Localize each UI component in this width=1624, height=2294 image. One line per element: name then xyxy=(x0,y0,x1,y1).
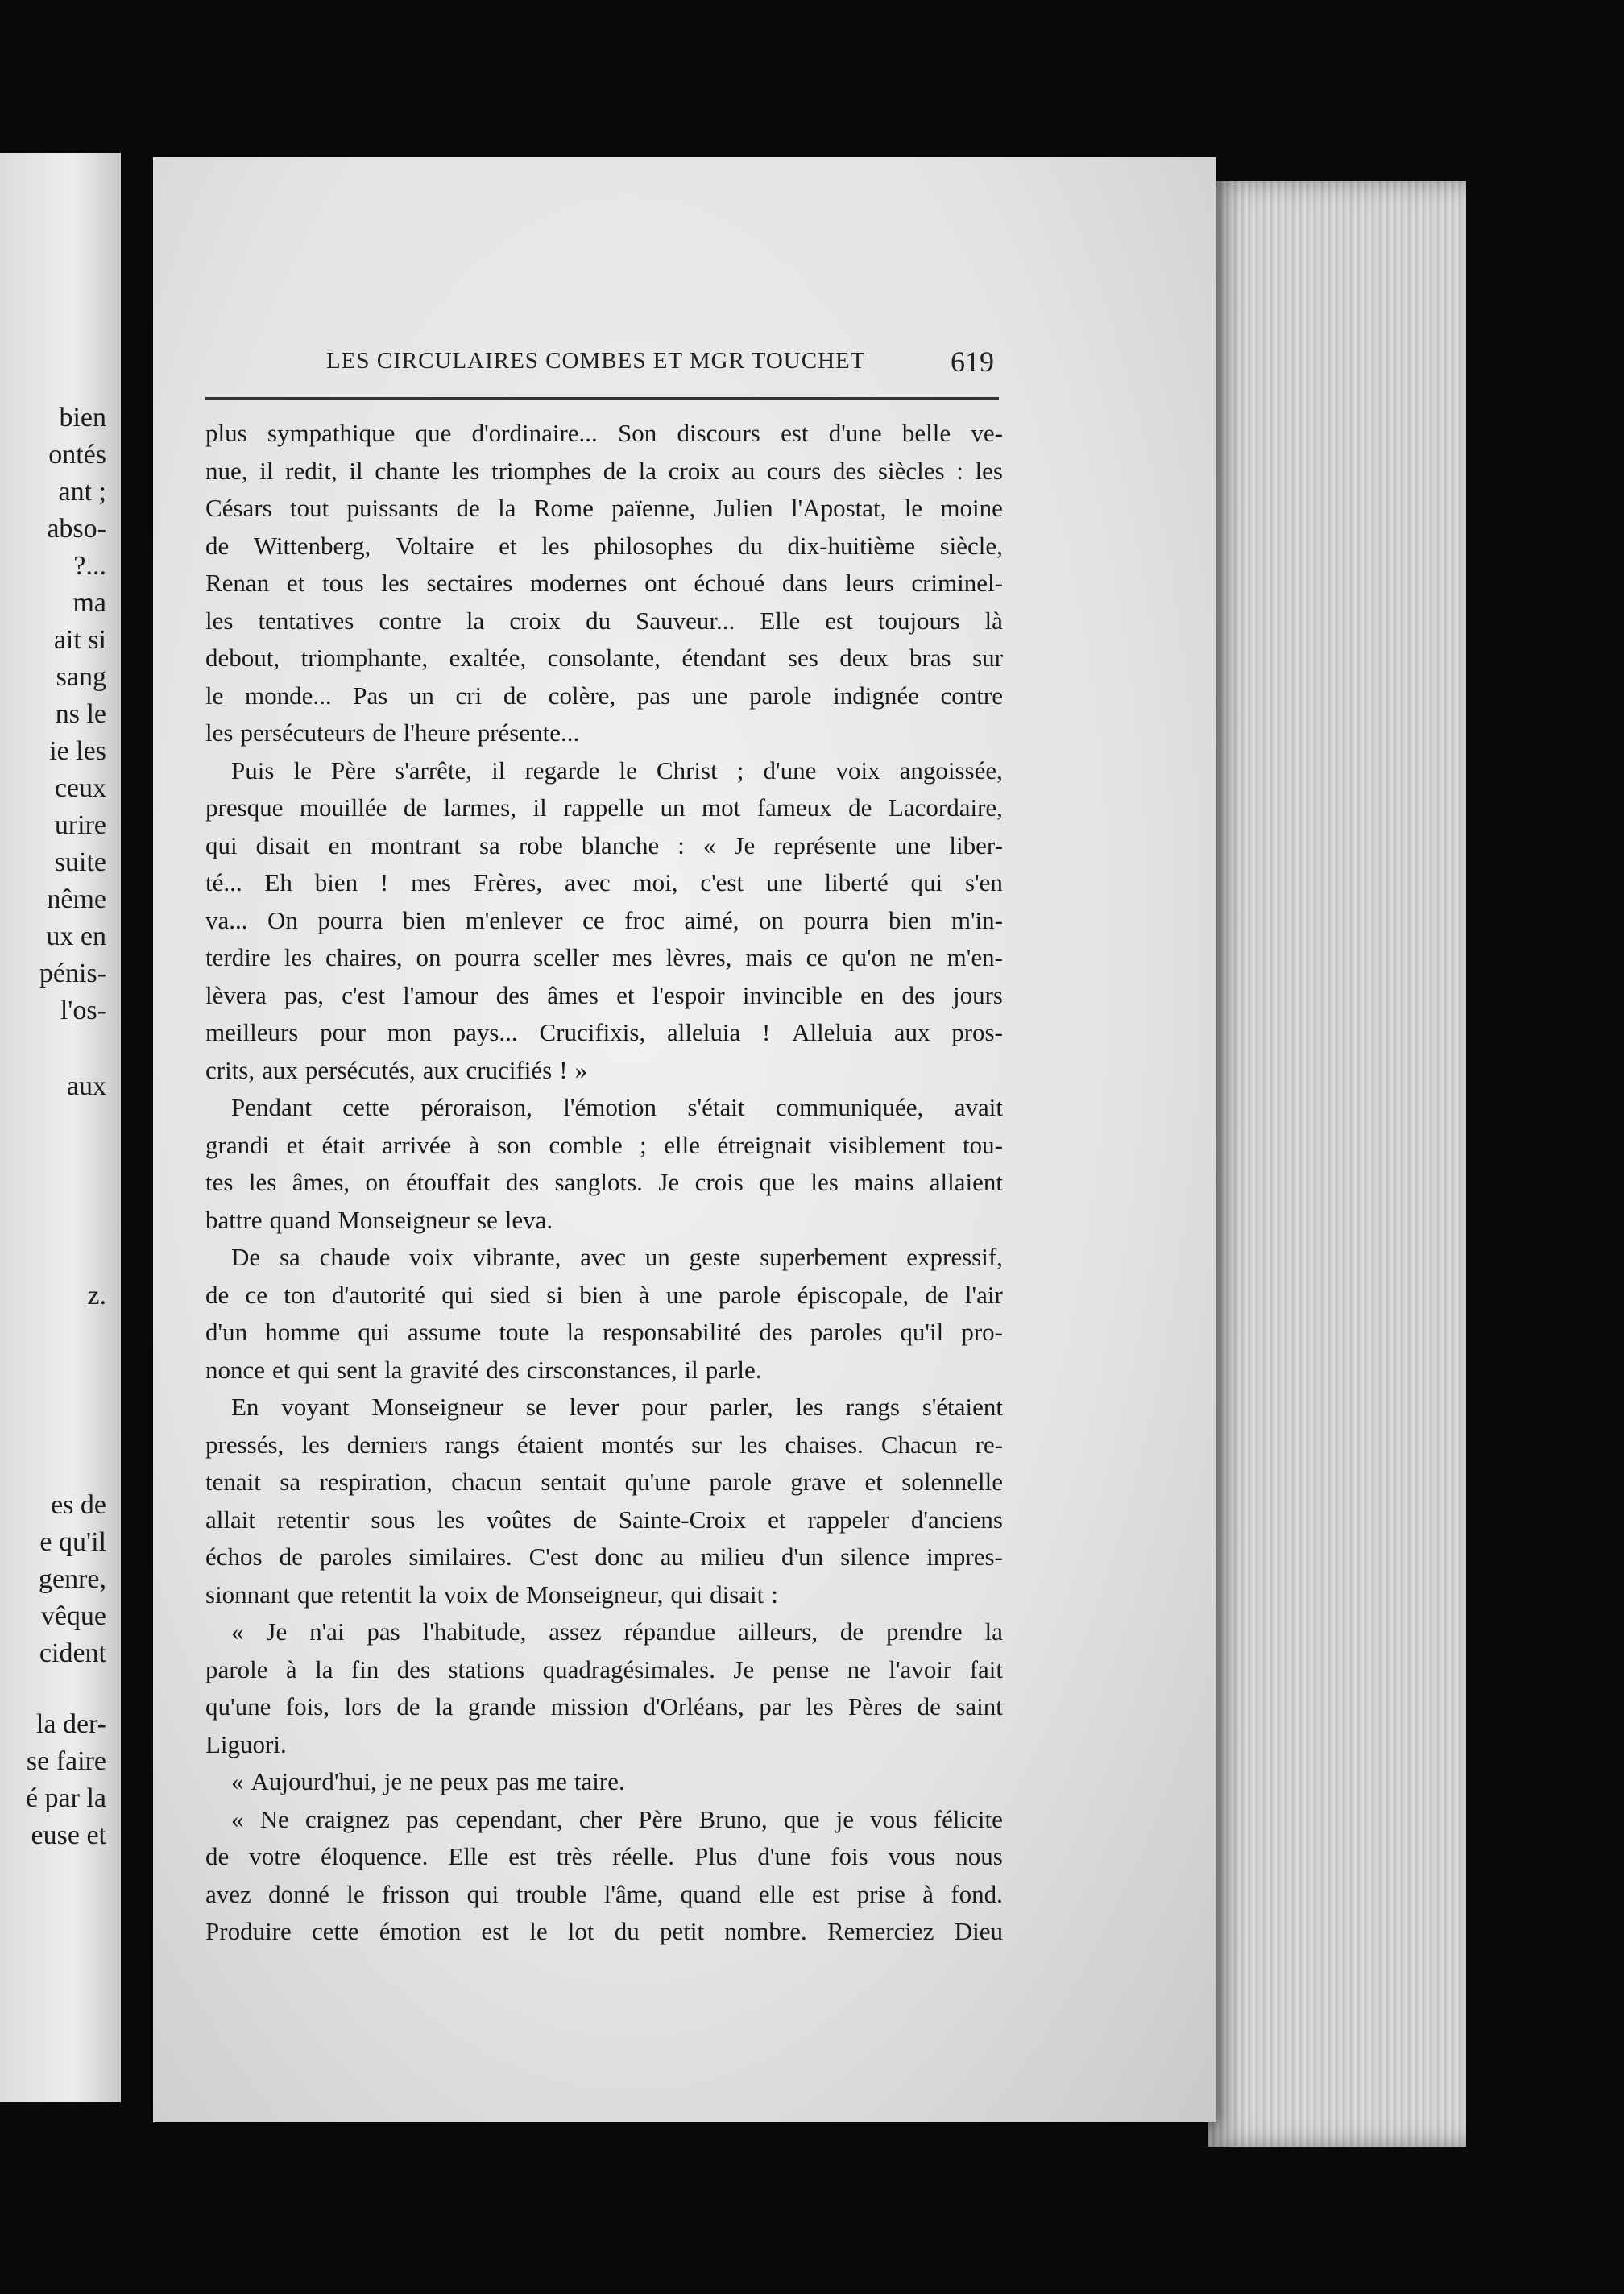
left-page-line: abso- xyxy=(47,514,106,544)
left-page-line: pénis- xyxy=(39,959,106,988)
text-line: De sa chaude voix vibrante, avec un geste superbement expressif, xyxy=(231,1243,1003,1271)
header-rule xyxy=(205,397,999,400)
text-line: tes les âmes, on étouffait des sanglots. Je crois que les mains allaient xyxy=(205,1168,1003,1196)
left-page-line: urire xyxy=(54,810,106,840)
text-line: Produire cette émotion est le lot du petit nombre. Remerciez Dieu xyxy=(205,1917,1003,1945)
text-line: terdire les chaires, on pourra sceller mes lèvres, mais ce qu'on ne m'en- xyxy=(205,943,1003,971)
left-page-line: se faire xyxy=(26,1746,106,1776)
left-page-line: é par la xyxy=(25,1783,106,1813)
left-page-line: e qu'il xyxy=(39,1527,106,1557)
text-line: sionnant que retentit la voix de Monseigneur, qui disait : xyxy=(205,1580,778,1609)
text-line: plus sympathique que d'ordinaire... Son discours est d'une belle ve- xyxy=(205,419,1003,447)
left-page-line: es de xyxy=(51,1490,106,1520)
text-line: va... On pourra bien m'enlever ce froc aimé, on pourra bien m'in- xyxy=(205,905,1003,934)
book-page-edges xyxy=(1208,181,1466,2147)
text-line: pressés, les derniers rangs étaient montés sur les chaises. Chacun re- xyxy=(205,1430,1003,1459)
text-line: qui disait en montrant sa robe blanche : « Je représente une liber- xyxy=(205,830,1003,859)
left-page-line: ie les xyxy=(49,736,106,766)
text-line: parole à la fin des stations quadragésimales. Je pense ne l'avoir fait xyxy=(205,1654,1003,1683)
previous-page xyxy=(0,153,121,2102)
text-line: Renan et tous les sectaires modernes ont échoué dans leurs criminel- xyxy=(205,569,1003,597)
text-line: le monde... Pas un cri de colère, pas une parole indignée contre xyxy=(205,681,1003,710)
text-line: lèvera pas, c'est l'amour des âmes et l'espoir invincible en des jours xyxy=(205,980,1003,1009)
left-page-line: suite xyxy=(54,847,106,877)
text-line: battre quand Monseigneur se leva. xyxy=(205,1205,553,1234)
left-page-line: ux en xyxy=(46,921,106,951)
left-page-line: ait si xyxy=(53,625,106,655)
left-page-line: sang xyxy=(56,662,106,692)
text-line: de Wittenberg, Voltaire et les philosophes du dix-huitième siècle, xyxy=(205,531,1003,560)
text-line: « Ne craignez pas cependant, cher Père Bruno, que je vous félicite xyxy=(231,1804,1003,1833)
text-line: Césars tout puissants de la Rome païenne, Julien l'Apostat, le moine xyxy=(205,494,1003,522)
left-page-line: ma xyxy=(72,588,106,618)
left-page-line: ns le xyxy=(55,699,106,729)
left-page-line: z. xyxy=(87,1281,106,1311)
text-line: En voyant Monseigneur se lever pour parler, les rangs s'étaient xyxy=(231,1393,1003,1421)
left-page-line: ant ; xyxy=(58,477,106,507)
text-line: Pendant cette péroraison, l'émotion s'était communiquée, avait xyxy=(231,1093,1003,1121)
left-page-line: ?... xyxy=(73,551,106,581)
text-line: nonce et qui sent la gravité des cirsconstances, il parle. xyxy=(205,1355,762,1384)
text-line: allait retentir sous les voûtes de Sainte-Croix et rappeler d'anciens xyxy=(205,1505,1003,1534)
text-line: crits, aux persécutés, aux crucifiés ! » xyxy=(205,1055,588,1084)
text-line: té... Eh bien ! mes Frères, avec moi, c'est une liberté qui s'en xyxy=(205,868,1003,896)
left-page-line: l'os- xyxy=(60,996,106,1025)
left-page-line: nême xyxy=(47,884,106,914)
left-page-line: bien xyxy=(59,403,106,433)
page-number: 619 xyxy=(951,346,994,378)
text-line: debout, triomphante, exaltée, consolante, étendant ses deux bras sur xyxy=(205,644,1003,672)
running-title: LES CIRCULAIRES COMBES ET MGR TOUCHET xyxy=(326,348,866,374)
left-page-line: aux xyxy=(66,1071,106,1101)
left-page-line: vêque xyxy=(40,1601,106,1631)
page-body xyxy=(205,415,1003,1951)
text-line: meilleurs pour mon pays... Crucifixis, alleluia ! Alleluia aux pros- xyxy=(205,1018,1003,1046)
text-line: « Je n'ai pas l'habitude, assez répandue ailleurs, de prendre la xyxy=(231,1617,1003,1646)
text-line: qu'une fois, lors de la grande mission d'Orléans, par les Pères de saint xyxy=(205,1692,1003,1720)
text-line: avez donné le frisson qui trouble l'âme, quand elle est prise à fond. xyxy=(205,1879,1003,1908)
text-line: les tentatives contre la croix du Sauveur... Elle est toujours là xyxy=(205,606,1003,635)
left-page-line: genre, xyxy=(38,1564,106,1594)
text-line: échos de paroles similaires. C'est donc au milieu d'un silence impres- xyxy=(205,1542,1003,1571)
left-page-line: cident xyxy=(39,1638,106,1668)
left-page-line: euse et xyxy=(31,1820,106,1850)
left-page-line: ontés xyxy=(48,440,106,470)
text-line: « Aujourd'hui, je ne peux pas me taire. xyxy=(231,1767,625,1795)
text-line: de votre éloquence. Elle est très réelle. Plus d'une fois vous nous xyxy=(205,1842,1003,1870)
text-line: tenait sa respiration, chacun sentait qu'une parole grave et solennelle xyxy=(205,1468,1003,1496)
text-line: Liguori. xyxy=(205,1729,287,1758)
text-line: de ce ton d'autorité qui sied si bien à une parole épiscopale, de l'air xyxy=(205,1280,1003,1309)
text-line: les persécuteurs de l'heure présente... xyxy=(205,718,580,747)
text-line: d'un homme qui assume toute la responsabilité des paroles qu'il pro- xyxy=(205,1318,1003,1346)
left-page-line: la der- xyxy=(35,1709,106,1739)
text-line: nue, il redit, il chante les triomphes de la croix au cours des siècles : les xyxy=(205,456,1003,485)
text-line: presque mouillée de larmes, il rappelle un mot fameux de Lacordaire, xyxy=(205,793,1003,822)
text-line: grandi et était arrivée à son comble ; elle étreignait visiblement tou- xyxy=(205,1130,1003,1159)
left-page-line: ceux xyxy=(54,773,106,803)
text-line: Puis le Père s'arrête, il regarde le Christ ; d'une voix angoissée, xyxy=(231,756,1003,785)
